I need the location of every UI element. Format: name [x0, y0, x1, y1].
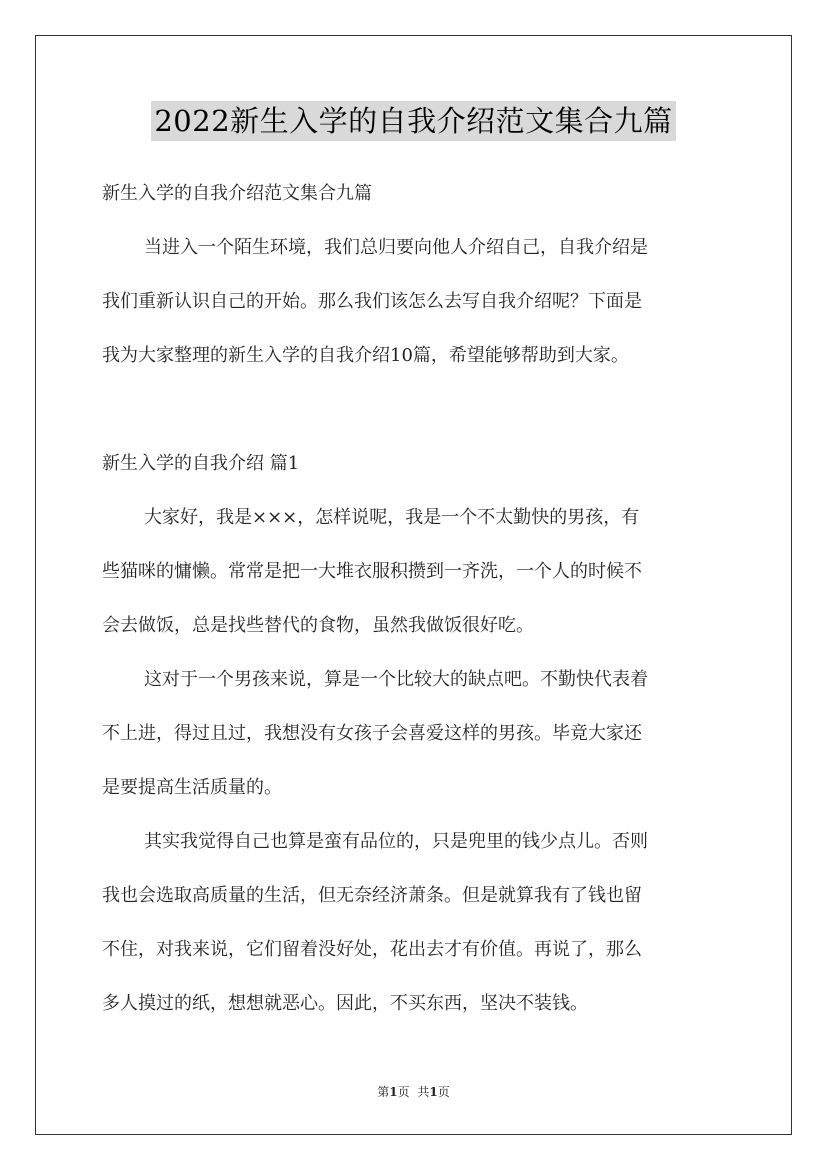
title-container — [0, 101, 827, 141]
intro-line-3: 我为大家整理的新生入学的自我介绍10篇，希望能够帮助到大家。 — [102, 345, 629, 366]
para3-line-1: 其实我觉得自己也算是蛮有品位的，只是兜里的钱少点儿。否则 — [144, 831, 648, 852]
total-label-prefix: 共 — [417, 1085, 430, 1099]
para1-line-3: 会去做饭，总是找些替代的食物，虽然我做饭很好吃。 — [102, 615, 534, 636]
page-label-suffix: 页 — [397, 1085, 410, 1099]
page-label-prefix: 第 — [377, 1085, 390, 1099]
para2-line-3: 是要提高生活质量的。 — [102, 777, 282, 798]
para2-line-2: 不上进，得过且过，我想没有女孩子会喜爱这样的男孩。毕竟大家还 — [102, 723, 642, 744]
section-heading: 新生入学的自我介绍 篇1 — [102, 453, 300, 474]
para1-line-2: 些猫咪的慵懒。常常是把一大堆衣服积攒到一齐洗，一个人的时候不 — [102, 561, 642, 582]
document-title: 2022新生入学的自我介绍范文集合九篇 — [151, 101, 675, 141]
total-pages: 1 — [429, 1085, 438, 1099]
total-label-suffix: 页 — [437, 1085, 450, 1099]
intro-line-2: 我们重新认识自己的开始。那么我们该怎么去写自我介绍呢？下面是 — [102, 291, 642, 312]
page-footer — [0, 1083, 827, 1100]
para3-line-2: 我也会选取高质量的生活，但无奈经济萧条。但是就算我有了钱也留 — [102, 885, 642, 906]
subtitle: 新生入学的自我介绍范文集合九篇 — [102, 183, 372, 204]
para1-line-1: 大家好，我是×××，怎样说呢，我是一个不太勤快的男孩，有 — [144, 507, 640, 528]
para3-line-4: 多人摸过的纸，想想就恶心。因此，不买东西，坚决不装钱。 — [102, 993, 588, 1014]
para3-line-3: 不住，对我来说，它们留着没好处，花出去才有价值。再说了，那么 — [102, 939, 642, 960]
page-number: 1 — [389, 1085, 398, 1099]
intro-line-1: 当进入一个陌生环境，我们总归要向他人介绍自己，自我介绍是 — [144, 237, 648, 258]
para2-line-1: 这对于一个男孩来说，算是一个比较大的缺点吧。不勤快代表着 — [144, 669, 648, 690]
